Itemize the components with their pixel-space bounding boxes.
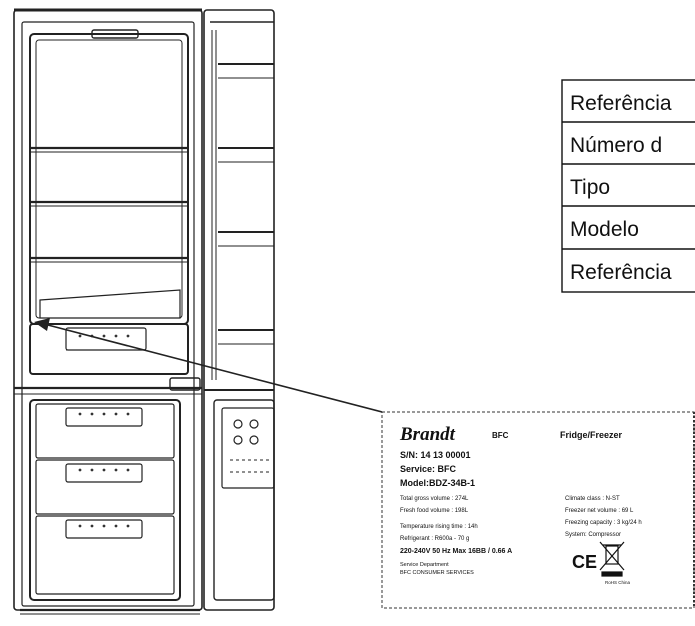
label-line-7: Refrigerant : R600a - 70 g xyxy=(400,536,470,542)
brand-suffix: BFC xyxy=(492,431,509,440)
label-line-6: Temperature rising time : 14h xyxy=(400,524,478,530)
product-type: Fridge/Freezer xyxy=(560,430,623,440)
label-line-10: BFC CONSUMER SERVICES xyxy=(400,570,474,576)
label-line-9: Service Department xyxy=(400,562,449,568)
table-row-5: Referência xyxy=(570,261,672,284)
label-line-3: Model:BDZ-34B-1 xyxy=(400,478,476,488)
rohs-text: RoHS China xyxy=(605,580,631,585)
reference-table xyxy=(562,80,695,292)
label-line-8: 220-240V 50 Hz Max 16BB / 0.66 A xyxy=(400,548,513,555)
rating-label xyxy=(382,412,694,608)
label-right-line-2: Freezer net volume : 69 L xyxy=(565,508,634,514)
freezer-compartment xyxy=(30,400,180,600)
label-line-5: Fresh food volume : 198L xyxy=(400,508,469,514)
label-line-1: S/N: 14 13 00001 xyxy=(400,450,471,460)
fridge-drawing xyxy=(14,10,274,614)
label-right-line-4: System: Compressor xyxy=(565,532,622,538)
label-line-4: Total gross volume : 274L xyxy=(400,496,469,502)
label-line-2: Service: BFC xyxy=(400,464,457,474)
table-row-3: Tipo xyxy=(570,176,611,199)
brand-logo: Brandt xyxy=(400,424,455,445)
label-right-line-1: Climate class : N-ST xyxy=(565,496,620,502)
table-row-2: Número d xyxy=(570,134,663,157)
crisper-drawer xyxy=(30,324,188,374)
ce-mark: CE xyxy=(572,552,598,572)
table-row-4: Modelo xyxy=(570,218,639,241)
fridge-compartment xyxy=(30,34,188,324)
table-row-1: Referência xyxy=(570,92,672,115)
label-right-line-3: Freezing capacity : 3 kg/24 h xyxy=(565,520,642,526)
pointer-arrow xyxy=(34,318,382,412)
